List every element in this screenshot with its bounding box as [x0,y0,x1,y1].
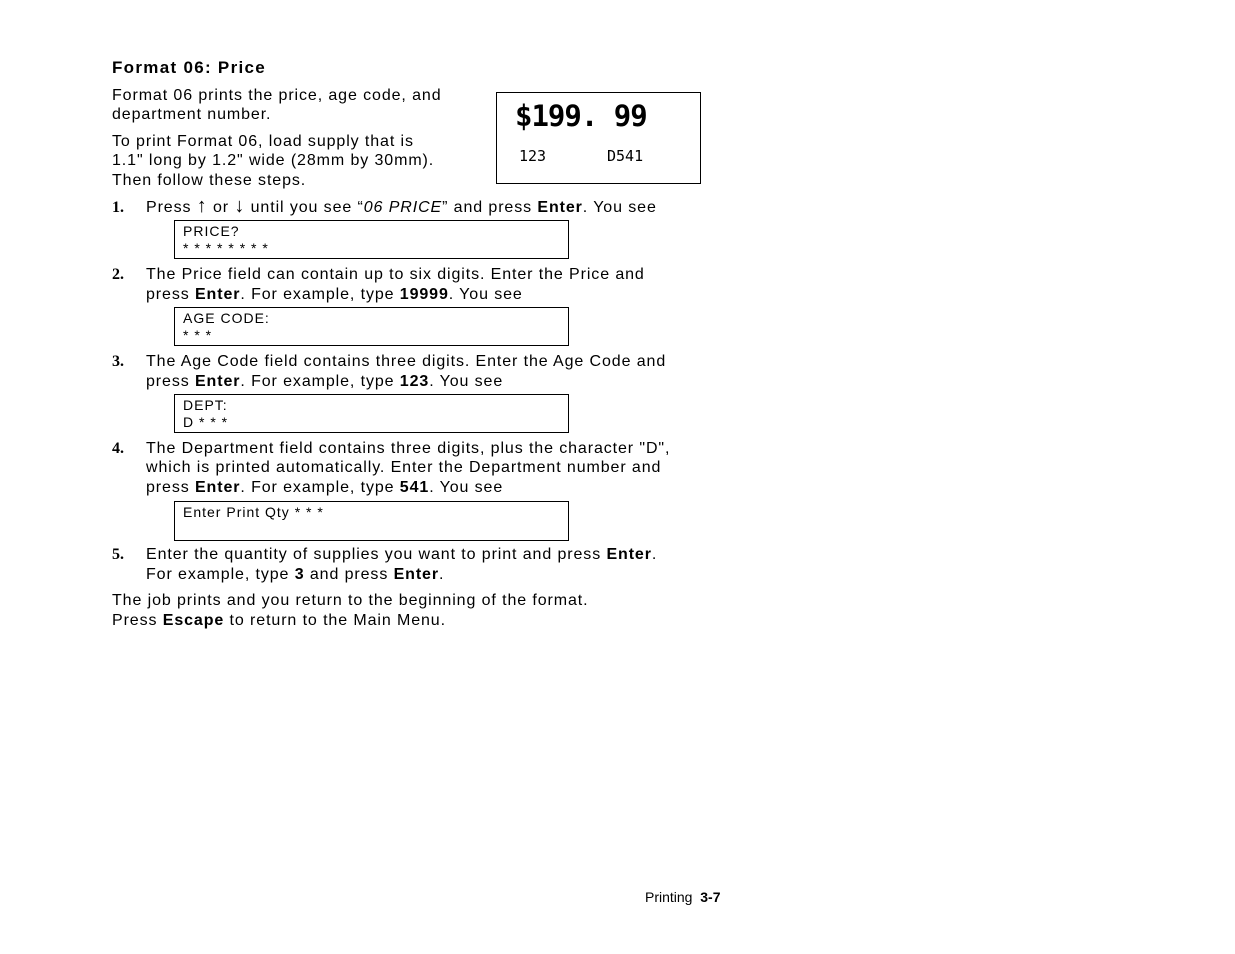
display-print-qty-prompt: Enter Print Qty * * * [174,501,569,541]
intro-line-3: To print Format 06, load supply that is [112,133,414,150]
page-footer [645,889,720,905]
step-1-number: 1. [112,199,124,216]
step-4-number: 4. [112,440,124,457]
section-heading: Format 06: Price [112,58,267,77]
step-3-line-2: press Enter. For example, type 123. You see [146,373,504,390]
down-arrow-icon: ↓ [234,195,246,217]
intro-line-1: Format 06 prints the price, age code, and [112,87,442,104]
step-2-line-2: press Enter. For example, type 19999. You see [146,286,523,303]
display-price-prompt: PRICE? * * * * * * * * [174,220,569,259]
sample-label-dept: D541 [607,147,644,165]
step-4-line-1: The Department field contains three digits, plus the character "D", [146,440,671,457]
display-dept-prompt: DEPT: D * * * [174,394,569,433]
sample-label [496,92,701,184]
up-arrow-icon: ↑ [196,195,208,217]
page-number: 3-7 [700,889,721,905]
step-4-line-3: press Enter. For example, type 541. You see [146,479,504,496]
closing-line-1: The job prints and you return to the beginning of the format. [112,592,589,609]
step-5-number: 5. [112,546,124,563]
step-3-number: 3. [112,353,124,370]
intro-line-4: 1.1" long by 1.2" wide (28mm by 30mm). [112,152,435,169]
enter-key-label: Enter [537,199,583,216]
intro-line-5: Then follow these steps. [112,172,307,189]
closing-line-2: Press Escape to return to the Main Menu. [112,612,446,629]
step-5-line-2: For example, type 3 and press Enter. [146,566,445,583]
escape-key-label: Escape [162,612,225,629]
step-2-line-1: The Price field can contain up to six digits. Enter the Price and [146,266,645,283]
intro-line-2: department number. [112,106,272,123]
footer-section: Printing [645,889,693,905]
step-1-text: Press ↑ or ↓ until you see “06 PRICE” and press Enter. You see [146,195,657,217]
step-2-number: 2. [112,266,124,283]
sample-label-price: $199. 99 [515,99,647,133]
display-age-code-prompt: AGE CODE: * * * [174,307,569,346]
step-4-line-2: which is printed automatically. Enter the Department number and [146,459,662,476]
sample-label-age-code: 123 [519,147,547,165]
step-5-line-1: Enter the quantity of supplies you want to print and press Enter. [146,546,658,563]
step-3-line-1: The Age Code field contains three digits. Enter the Age Code and [146,353,667,370]
format-name: 06 PRICE [363,199,443,216]
